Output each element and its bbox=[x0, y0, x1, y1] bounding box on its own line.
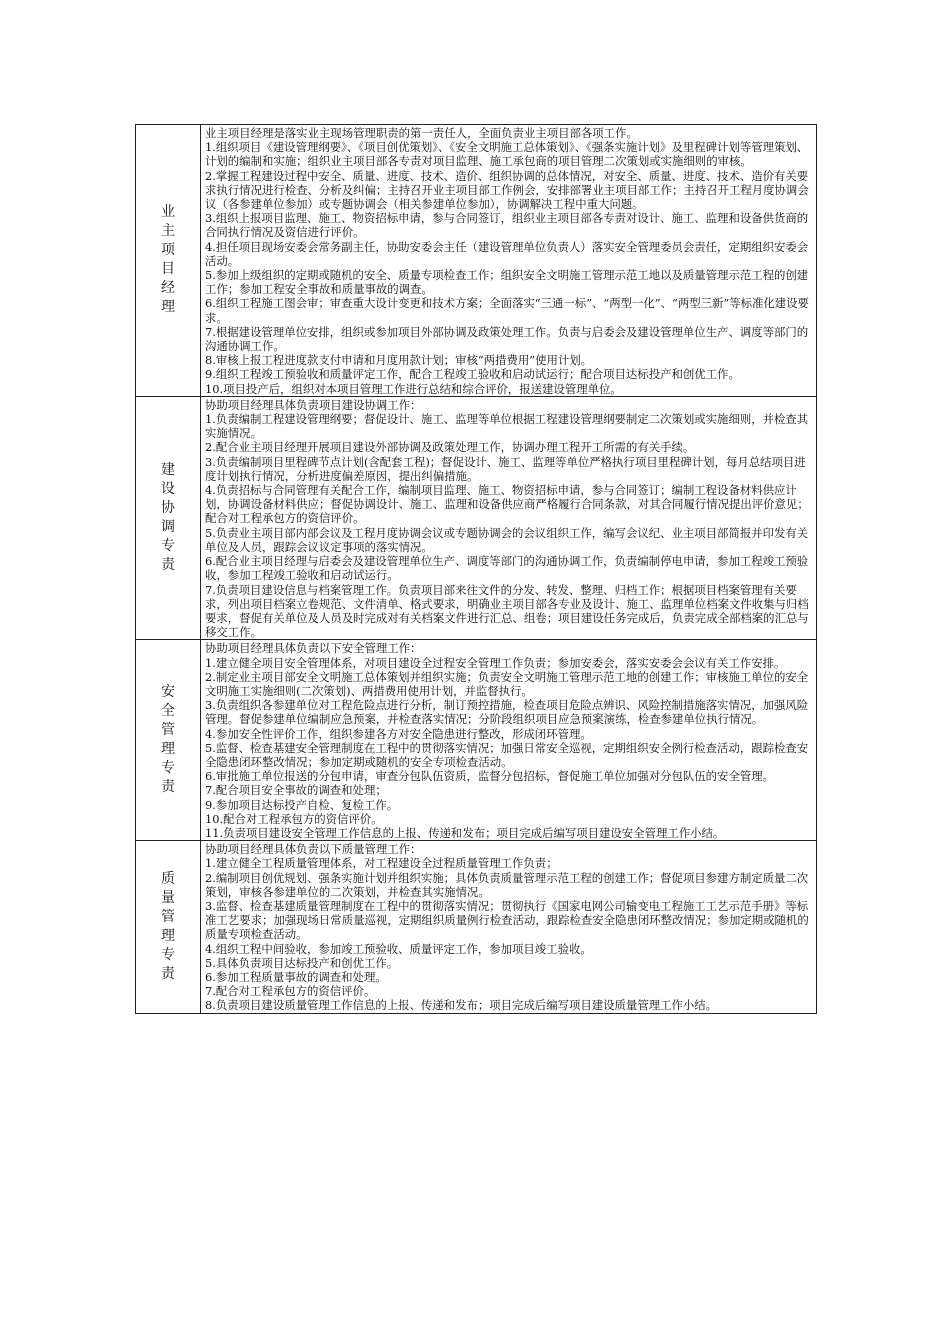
duty-item: 9.组织工程竣工预验收和质量评定工作，配合工程竣工验收和启动试运行；配合项目达标投产和创优工作。 bbox=[205, 367, 740, 382]
duty-item: 3.组织上报项目监理、施工、物资招标申请，参与合同签订，组织业主项目部各专责对设计、施工、监理和设备供货商的合同执行情况及资信进行评价。 bbox=[205, 211, 809, 240]
duty-item: 2.编制项目创优规划、强条实施计划并组织实施；具体负责质量管理示范工程的创建工作；督促项目参建方制定质量二次策划，审核各参建单位的二次策划，并检查其实施情况。 bbox=[205, 870, 809, 899]
duty-item: 7.配合对工程承包方的资信评价。 bbox=[205, 984, 376, 999]
duty-item: 7.配合项目安全事故的调查和处理； bbox=[205, 783, 387, 798]
role-name: 业主项目经理 bbox=[161, 204, 175, 316]
duty-item: 6.配合业主项目经理与启委会及建设管理单位生产、调度等部门的沟通协调工作，负责编制停电申请，参加工程竣工预验收，参加工程竣工验收和启动试运行。 bbox=[205, 554, 809, 583]
duty-item: 协助项目经理具体负责以下安全管理工作： bbox=[205, 641, 422, 656]
duty-item: 5.监督、检查基建安全管理制度在工程中的贯彻落实情况；加强日常安全巡视，定期组织安全例行检查活动，跟踪检查安全隐患闭环整改情况；参加定期或随机的安全专项检查活动。 bbox=[205, 740, 809, 769]
duty-cell bbox=[201, 396, 817, 639]
duty-item: 10.配合对工程承包方的资信评价。 bbox=[205, 811, 383, 826]
role-cell bbox=[136, 396, 201, 639]
duty-item: 2.掌握工程建设过程中安全、质量、进度、技术、造价、组织协调的总体情况，对安全、质量、进度、技术、造价有关要求执行情况进行检查、分析及纠偏；主持召开业主项目部工作例会，安排部署业主项目部工作；主持召开工程月度协调会议（各参建单位参加）或专题协调会（相关参建单位参加），协调解决工程中重大问题。 bbox=[205, 168, 809, 212]
duty-cell bbox=[201, 841, 817, 1013]
duty-item: 业主项目经理是落实业主现场管理职责的第一责任人，全面负责业主项目部各项工作。 bbox=[205, 126, 638, 140]
duty-item: 5.具体负责项目达标投产和创优工作。 bbox=[205, 955, 399, 970]
role-cell bbox=[136, 640, 201, 841]
duty-item: 8.负责项目建设质量管理工作信息的上报、传递和发布；项目完成后编写项目建设质量管理工作小结。 bbox=[205, 998, 718, 1013]
duty-item: 1.建立健全项目安全管理体系，对项目建设全过程安全管理工作负责；参加安委会，落实安委会会议有关工作安排。 bbox=[205, 655, 786, 670]
role-cell bbox=[136, 841, 201, 1013]
duty-item: 2.配合业主项目经理开展项目建设外部协调及政策处理工作，协调办理工程开工所需的有关手续。 bbox=[205, 440, 695, 455]
duty-cell bbox=[201, 640, 817, 841]
duty-item: 8.审核上报工程进度款支付申请和月度用款计划；审核“两措费用”使用计划。 bbox=[205, 353, 593, 368]
responsibility-table bbox=[135, 124, 817, 1014]
table-body bbox=[136, 125, 817, 1014]
duty-item: 10.项目投产后，组织对本项目管理工作进行总结和综合评价，报送建设管理单位。 bbox=[205, 381, 622, 396]
duty-item: 协助项目经理具体负责以下质量管理工作： bbox=[205, 842, 422, 857]
duty-item: 6.审批施工单位报送的分包申请，审查分包队伍资质，监督分包招标，督促施工单位加强对分包队伍的安全管理。 bbox=[205, 769, 775, 784]
duty-item: 4.担任项目现场安委会常务副主任，协助安委会主任（建设管理单位负责人）落实安全管理委员会责任，定期组织安委会活动。 bbox=[205, 239, 809, 268]
duty-item: 4.参加安全性评价工作，组织参建各方对安全隐患进行整改，形成闭环管理。 bbox=[205, 726, 592, 741]
duty-item: 9.参加项目达标投产自检、复检工作。 bbox=[205, 797, 399, 812]
duty-item: 1.负责编制工程建设管理纲要；督促设计、施工、监理等单位根据工程建设管理纲要制定二次策划或实施细则，并检查其实施情况。 bbox=[205, 412, 809, 441]
duty-item: 3.负责组织各参建单位对工程危险点进行分析，制订预控措施，检查项目危险点辨识、风险控制措施落实情况，加强风险管理。督促参建单位编制应急预案，并检查落实情况；分阶段组织项目应急预案演练，检查参建单位执行情况。 bbox=[205, 698, 809, 727]
role-name: 质量管理专责 bbox=[161, 870, 175, 982]
role-row bbox=[136, 396, 817, 639]
role-cell bbox=[136, 125, 201, 397]
duty-item: 6.参加工程质量事故的调查和处理。 bbox=[205, 969, 387, 984]
duty-item: 协助项目经理具体负责项目建设协调工作： bbox=[205, 397, 422, 412]
duty-item: 6.组织工程施工图会审；审查重大设计变更和技术方案；全面落实“三通一标”、“两型一化”、“两型三新”等标准化建设要求。 bbox=[205, 296, 809, 325]
role-row bbox=[136, 841, 817, 1013]
duty-item: 11.负责项目建设安全管理工作信息的上报、传递和发布；项目完成后编写项目建设安全管理工作小结。 bbox=[205, 825, 725, 840]
duty-item: 5.负责业主项目部内部会议及工程月度协调会议或专题协调会的会议组织工作，编写会议纪、业主项目部简报并印发有关单位及人员，跟踪会议议定事项的落实情况。 bbox=[205, 525, 809, 554]
duty-item: 3.负责编制项目里程碑节点计划(含配套工程)；督促设计、施工、监理等单位严格执行项目里程碑计划，每月总结项目进度计划执行情况，分析进度偏差原因，提出纠偏措施。 bbox=[205, 454, 806, 483]
duty-item: 7.负责项目建设信息与档案管理工作。负责项目部来往文件的分发、转发、整理、归档工作；根据项目档案管理有关要求，列出项目档案立卷规范、文件清单、格式要求，明确业主项目部各专业及设计、施工、监理单位档案文件收集与归档要求，督促有关单位及人员及时完成对有关档案文件进行汇总、组卷；项目建设任务完成后，负责完成全部档案的汇总与移交工作。 bbox=[205, 582, 809, 640]
duty-item: 3.监督、检查基建质量管理制度在工程中的贯彻落实情况；贯彻执行《国家电网公司输变电工程施工工艺示范手册》等标准工艺要求；加强现场日常质量巡视，定期组织质量例行检查活动，跟踪检查安全隐患闭环整改情况；参加定期或随机的质量专项检查活动。 bbox=[205, 898, 809, 942]
role-name: 建设协调专责 bbox=[161, 462, 175, 574]
role-name: 安全管理专责 bbox=[161, 684, 175, 796]
duty-cell bbox=[201, 125, 817, 397]
duty-item: 7.根据建设管理单位安排，组织或参加项目外部协调及政策处理工作。负责与启委会及建设管理单位生产、调度等部门的沟通协调工作。 bbox=[205, 324, 809, 354]
duty-item: 4.负责招标与合同管理有关配合工作，编制项目监理、施工、物资招标申请，参与合同签订；编制工程设备材料供应计划，协调设备材料供应；督促协调设计、施工、监理和设备供应商严格履行合同条款，对其合同履行情况提出评价意见；配合对工程承包方的资信评价。 bbox=[205, 483, 809, 526]
duty-item: 1.组织项目《建设管理纲要》、《项目创优策划》、《安全文明施工总体策划》、《强条实施计划》及里程碑计划等管理策划、计划的编制和实施；组织业主项目部各专责对项目监理、施工承包商的项目管理二次策划或实施细则的审核。 bbox=[205, 140, 809, 169]
role-row bbox=[136, 640, 817, 841]
duty-item: 5.参加上级组织的定期或随机的安全、质量专项检查工作；组织安全文明施工管理示范工地以及质量管理示范工程的创建工作；参加工程安全事故和质量事故的调查。 bbox=[205, 268, 809, 297]
duty-item: 1.建立健全工程质量管理体系，对工程建设全过程质量管理工作负责； bbox=[205, 856, 558, 871]
duty-item: 4.组织工程中间验收，参加竣工预验收、质量评定工作，参加项目竣工验收。 bbox=[205, 941, 592, 956]
duty-item: 2.制定业主项目部安全文明施工总体策划并组织实施；负责安全文明施工管理示范工地的创建工作；审核施工单位的安全文明施工实施细则(二次策划)、两措费用使用计划，并监督执行。 bbox=[205, 669, 809, 698]
role-row bbox=[136, 125, 817, 397]
